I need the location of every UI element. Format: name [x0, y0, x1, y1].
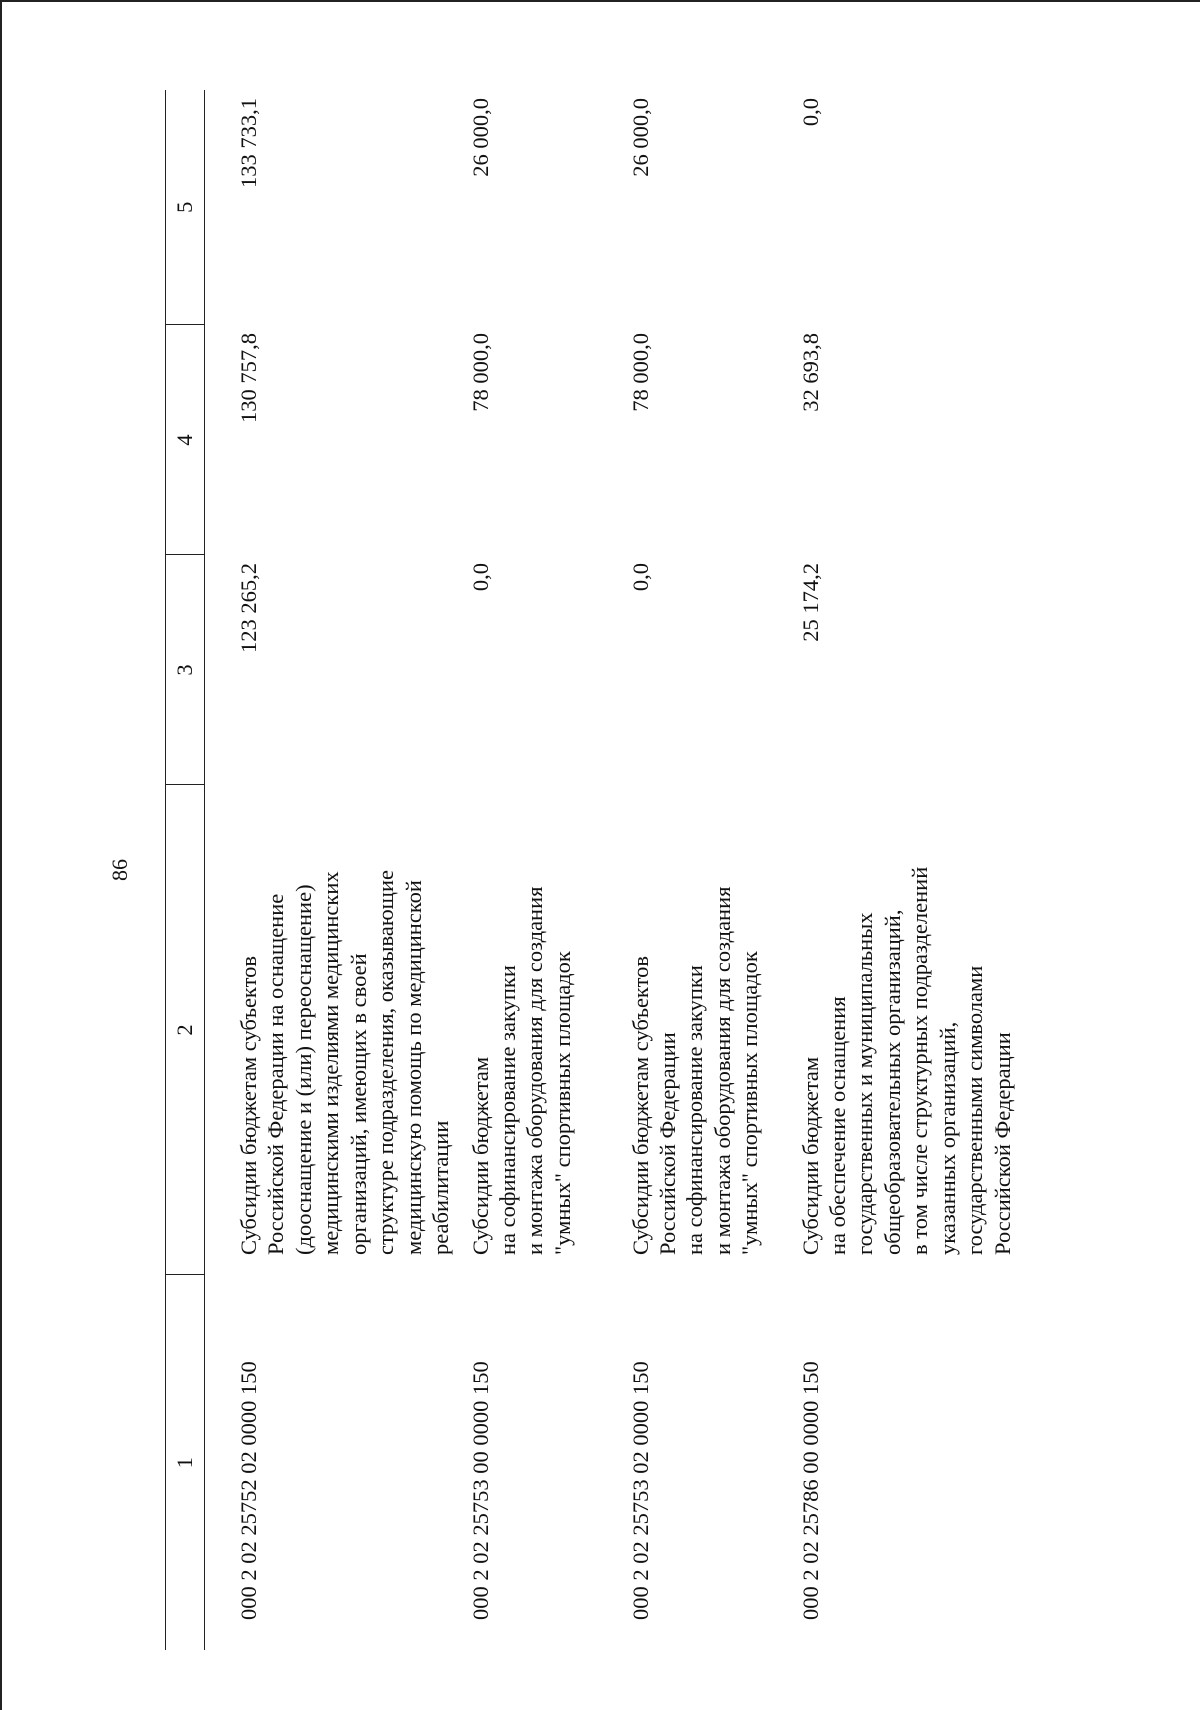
description-line: медицинскую помощь по медицинской [400, 880, 426, 1255]
row-description [455, 785, 615, 1275]
value-col3: 123 265,2 [236, 563, 261, 653]
table-row [785, 90, 1017, 1650]
description-line: указанных организаций, [934, 1021, 960, 1255]
description-line: на софинансирование закупки [494, 965, 520, 1255]
column-header-5: 5 [166, 90, 205, 325]
value-col4: 78 000,0 [627, 333, 653, 412]
description-line: Субсидии бюджетам [797, 1056, 823, 1255]
table-body [205, 90, 1017, 1650]
value-col5: 0,0 [797, 98, 823, 127]
description-line: Российской Федерации на оснащение [263, 893, 289, 1255]
description-line: и монтажа оборудования для создания [522, 886, 548, 1255]
value-col5: 26 000,0 [467, 98, 493, 177]
rotated-page [100, 90, 1140, 1650]
column-header-3: 3 [166, 555, 205, 785]
row-description [205, 785, 455, 1275]
budget-code: 000 2 02 25752 02 0000 150 [236, 1361, 261, 1620]
description-line: на софинансирование закупки [682, 965, 708, 1255]
table-row [205, 90, 455, 1650]
table-header [166, 90, 205, 1650]
value-col3: 0,0 [627, 563, 653, 592]
description-line: "умных" спортивных площадок [737, 951, 763, 1255]
row-description [615, 785, 785, 1275]
value-col4: 130 757,8 [236, 333, 261, 423]
value-col5: 133 733,1 [236, 98, 261, 188]
column-header-1: 1 [166, 1275, 205, 1650]
description-line: "умных" спортивных площадок [549, 951, 575, 1255]
description-line: структуре подразделения, оказывающие [373, 869, 399, 1255]
table-row [615, 90, 785, 1650]
table-row [455, 90, 615, 1650]
scan-border-left [0, 0, 2, 1710]
scan-border-top [0, 0, 1200, 2]
description-line: на обеспечение оснащения [824, 996, 850, 1255]
description-line: Субсидии бюджетам субъектов [627, 956, 653, 1255]
description-line: общеобразовательных организаций, [879, 909, 905, 1255]
value-col3: 25 174,2 [797, 563, 823, 642]
description-line: государственных и муниципальных [852, 912, 878, 1255]
description-line: Субсидии бюджетам [467, 1056, 493, 1255]
column-header-4: 4 [166, 325, 205, 555]
value-col5: 26 000,0 [627, 98, 653, 177]
description-line: государственными символами [962, 965, 988, 1255]
budget-code: 000 2 02 25753 02 0000 150 [627, 1361, 653, 1620]
value-col3: 0,0 [467, 563, 493, 592]
value-col4: 32 693,8 [797, 333, 823, 412]
budget-table [165, 90, 1016, 1650]
description-line: медицинскими изделиями медицинских [318, 871, 344, 1255]
budget-code: 000 2 02 25753 00 0000 150 [467, 1361, 493, 1620]
description-line: реабилитации [428, 1120, 454, 1255]
description-line: организаций, имеющих в своей [345, 953, 371, 1255]
description-line: Российской Федерации [989, 1032, 1015, 1255]
description-line: в том числе структурных подразделений [907, 866, 933, 1255]
value-col4: 78 000,0 [467, 333, 493, 412]
page-number: 86 [107, 859, 132, 881]
description-line: и монтажа оборудования для создания [709, 886, 735, 1255]
row-description [785, 785, 1017, 1275]
budget-code: 000 2 02 25786 00 0000 150 [797, 1361, 823, 1620]
description-line: (дооснащение и (или) переоснащение) [290, 884, 316, 1255]
description-line: Российской Федерации [654, 1032, 680, 1255]
description-line: Субсидии бюджетам субъектов [236, 956, 261, 1255]
column-header-2: 2 [166, 785, 205, 1275]
